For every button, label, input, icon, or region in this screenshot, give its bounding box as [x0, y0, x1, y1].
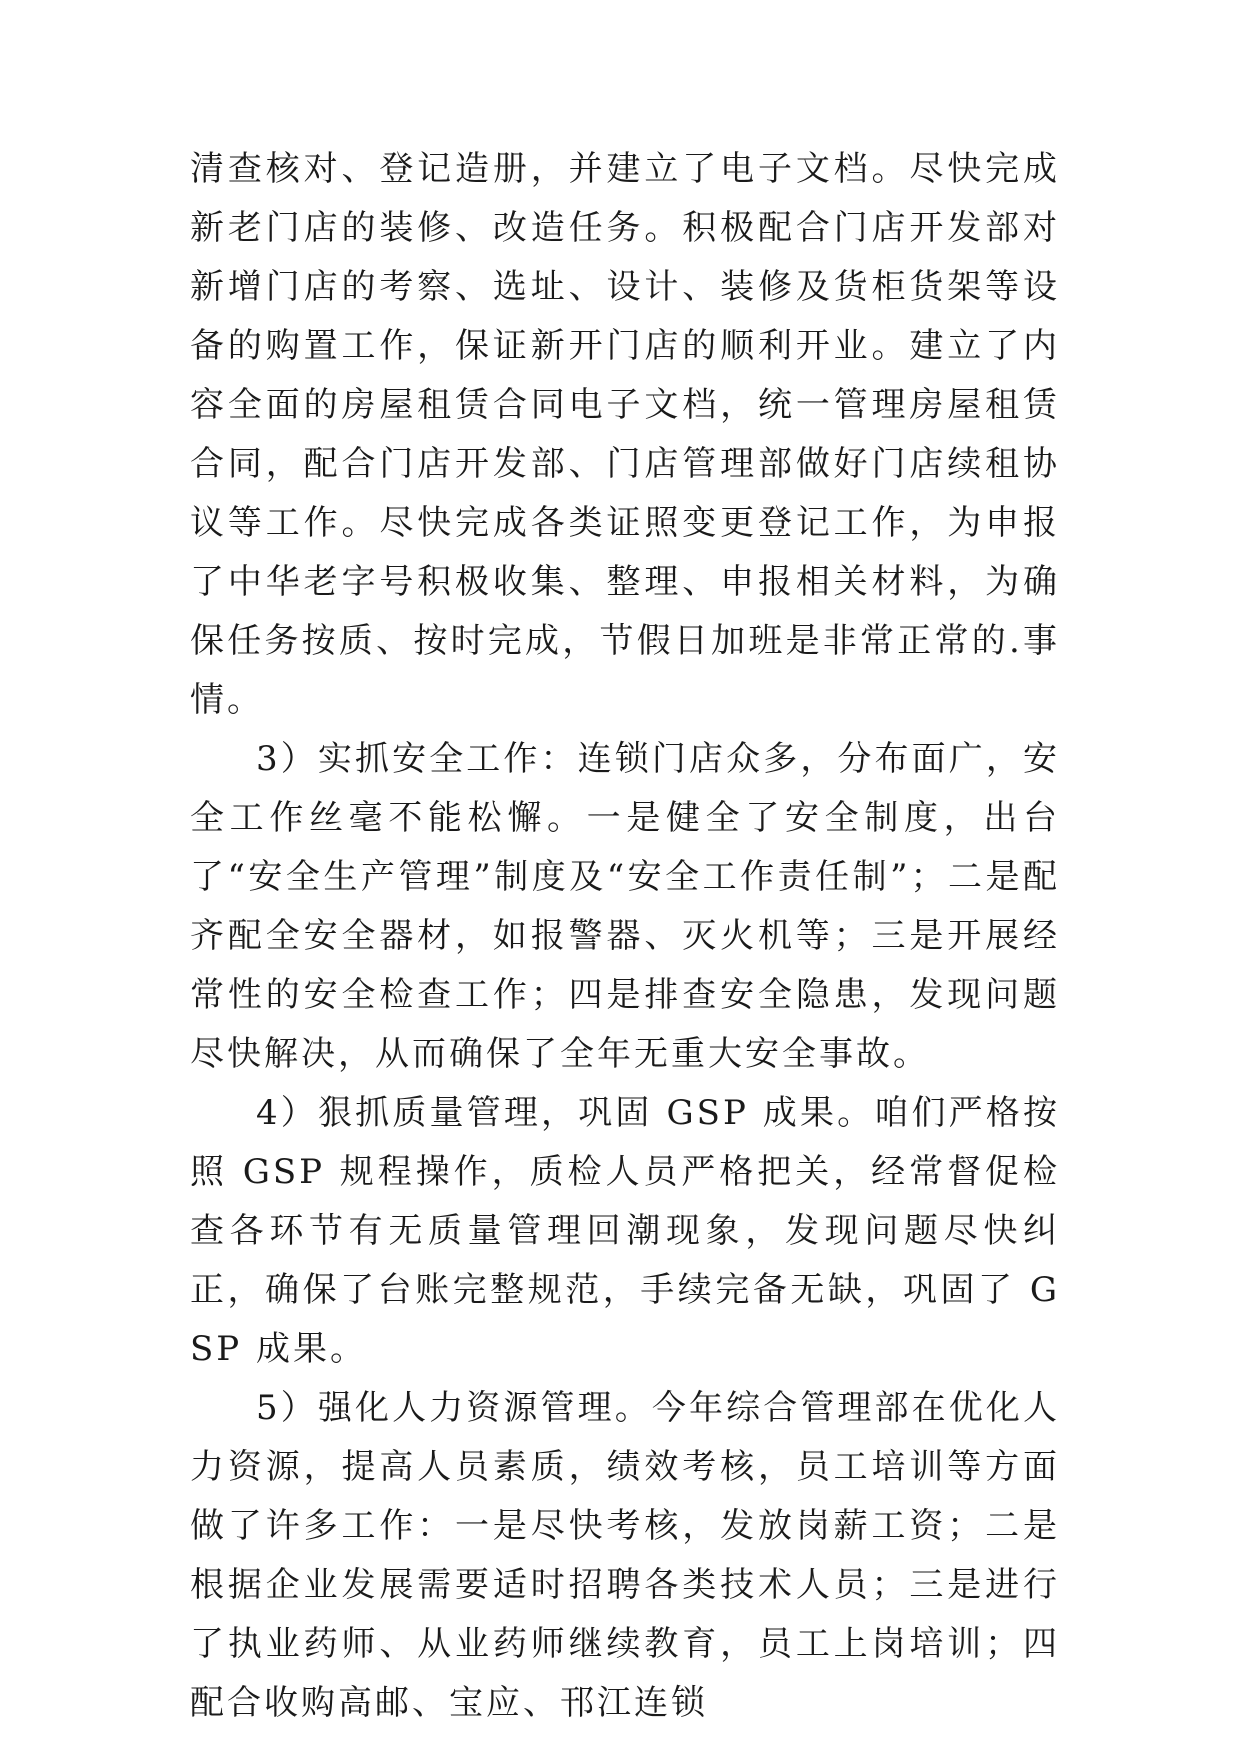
paragraph-human-resources: 5）强化人力资源管理。今年综合管理部在优化人力资源，提高人员素质，绩效考核，员工培训等方面做了许多工作：一是尽快考核，发放岗薪工资；二是根据企业发展需要适时招聘各类技术人员；三是进行了执业药师、从业药师继续教育，员工上岗培训；四配合收购高邮、宝应、邗江连锁: [190, 1388, 1060, 1723]
paragraph-continuation: 清查核对、登记造册，并建立了电子文档。尽快完成新老门店的装修、改造任务。积极配合门店开发部对新增门店的考察、选址、设计、装修及货柜货架等设备的购置工作，保证新开门店的顺利开业。建立了内容全面的房屋租赁合同电子文档，统一管理房屋租赁合同，配合门店开发部、门店管理部做好门店续租协议等工作。尽快完成各类证照变更登记工作，为申报了中华老字号积极收集、整理、申报相关材料，为确保任务按质、按时完成，节假日加班是非常正常的.事情。: [190, 149, 1060, 720]
paragraph-safety-work: 3）实抓安全工作：连锁门店众多，分布面广，安全工作丝毫不能松懈。一是健全了安全制度，出台了“安全生产管理”制度及“安全工作责任制”；二是配齐配全安全器材，如报警器、灭火机等；三是开展经常性的安全检查工作；四是排查安全隐患，发现问题尽快解决，从而确保了全年无重大安全事故。: [190, 739, 1060, 1074]
paragraph-quality-management: 4）狠抓质量管理，巩固 GSP 成果。咱们严格按照 GSP 规程操作，质检人员严格把关，经常督促检查各环节有无质量管理回潮现象，发现问题尽快纠正，确保了台账完整规范，手续完备无缺，巩固了 GSP 成果。: [190, 1093, 1060, 1369]
body-text: [190, 140, 1060, 1733]
